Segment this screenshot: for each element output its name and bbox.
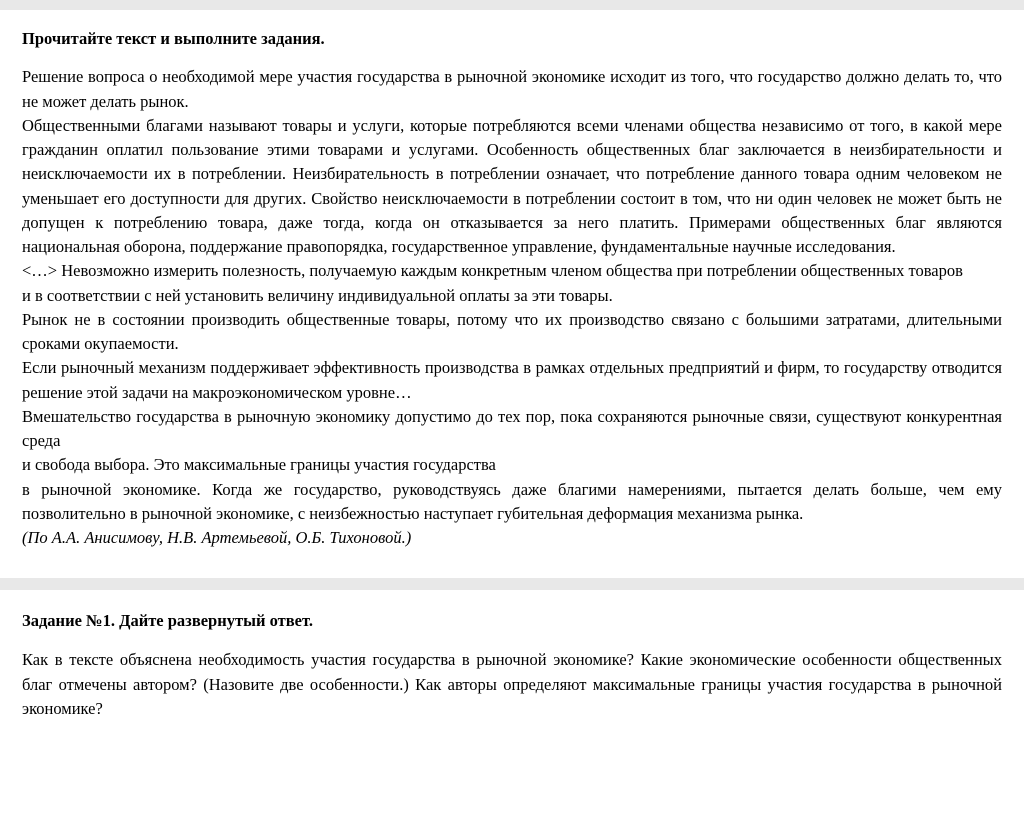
task-question-text: Как в тексте объяснена необходимость участия государства в рыночной экономике? Какие экономические особенности общественных благ отмечены автором? (Назовите две особенности.) Как авторы определяют максимальные границы участия государства в рыночной экономике? bbox=[22, 650, 1002, 718]
reading-section bbox=[0, 28, 1024, 550]
section-divider-band bbox=[0, 578, 1024, 590]
task-section bbox=[0, 610, 1024, 721]
reading-paragraph-9: в рыночной экономике. Когда же государство, руководствуясь даже благими намерениями, пытается делать больше, чем ему позволительно в рыночной экономике, с неизбежностью наступает губительная деформация механизма рынка. bbox=[22, 479, 1002, 523]
reading-source-attribution: (По А.А. Анисимову, Н.В. Артемьевой, О.Б. Тихоновой.) bbox=[22, 528, 412, 548]
reading-paragraph-6: Если рыночный механизм поддерживает эффективность производства в рамках отдельных предприятий и фирм, то государству отводится решение этой задачи на макроэкономическом уровне… bbox=[22, 358, 1002, 402]
task-heading: Задание №1. Дайте развернутый ответ. bbox=[22, 611, 313, 631]
reading-paragraph-2: Общественными благами называют товары и услуги, которые потребляются всеми членами общества независимо от того, в какой мере гражданин оплатил пользование этими товарами и услугами. Особенность общественных благ заключается в неизбирательности и неисключаемости их в потреблении. Неизбирательность в потреблении означает, что потребление данного товара одним человеком не уменьшает его доступности для других. Свойство неисключаемости в потреблении состоит в том, что ни один человек не может быть не допущен к потреблению товара, даже тогда, когда он отказывается за него платить. Примерами общественных благ являются национальная оборона, поддержание правопорядка, государственное управление, фундаментальные научные исследования. bbox=[22, 115, 1002, 257]
reading-paragraph-1: Решение вопроса о необходимой мере участия государства в рыночной экономике исходит из того, что государство должно делать то, что не может делать рынок. bbox=[22, 67, 1002, 111]
reading-paragraph-5: Рынок не в состоянии производить общественные товары, потому что их производство связано с большими затратами, длительными сроками окупаемости. bbox=[22, 309, 1002, 354]
reading-paragraph-8: и свобода выбора. Это максимальные границы участия государства bbox=[22, 455, 496, 475]
top-band-divider bbox=[0, 0, 1024, 10]
reading-paragraph-3: <…> Невозможно измерить полезность, получаемую каждым конкретным членом общества при потреблении общественных товаров bbox=[22, 261, 963, 281]
reading-paragraph-4: и в соответствии с ней установить величину индивидуальной оплаты за эти товары. bbox=[22, 285, 613, 305]
reading-paragraph-7: Вмешательство государства в рыночную экономику допустимо до тех пор, пока сохраняются рыночные связи, существуют конкурентная среда bbox=[22, 406, 1002, 451]
reading-section-heading: Прочитайте текст и выполните задания. bbox=[22, 29, 325, 48]
